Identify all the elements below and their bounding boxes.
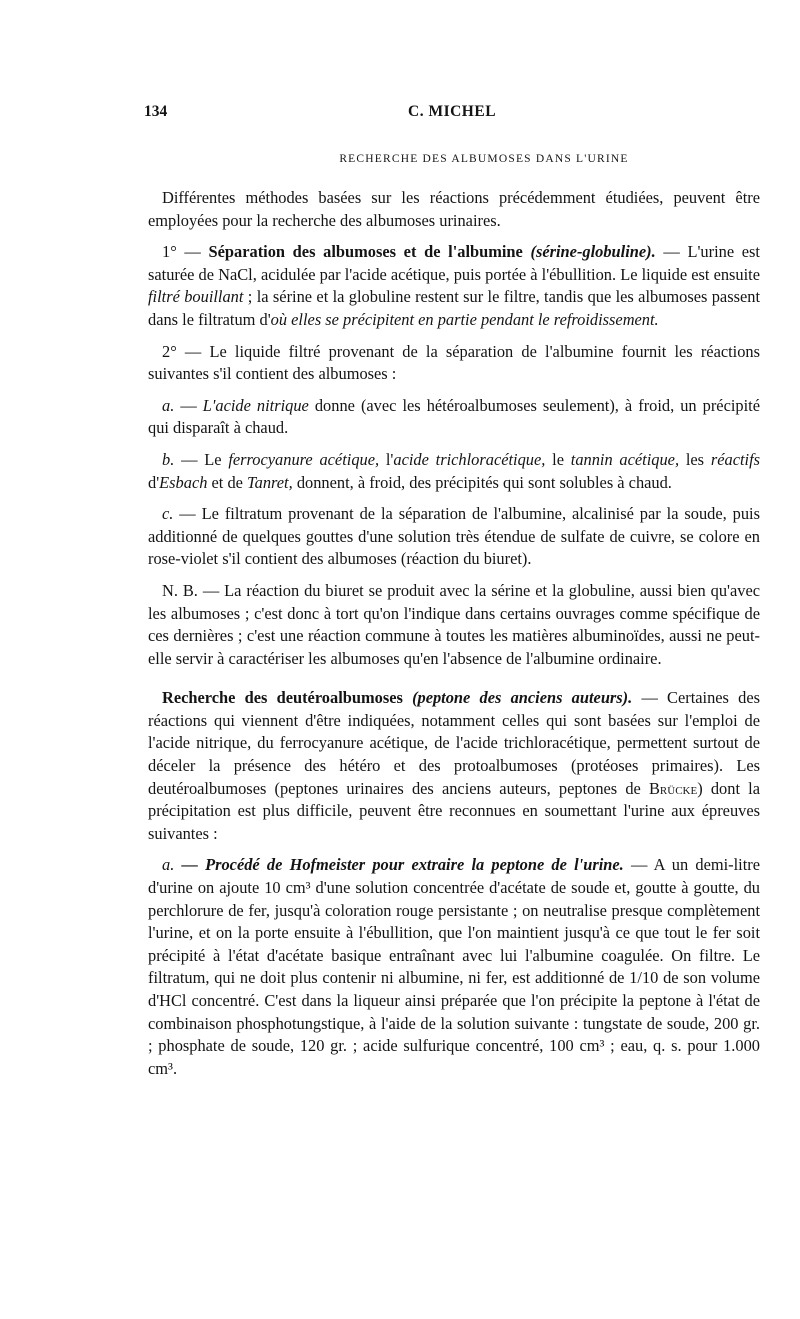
text-run: ; la sérine et la globuline restent sur le filtre, tandis que les albumoses passent dans le filtratum d'	[148, 287, 760, 329]
paragraph-c	[148, 503, 760, 571]
paragraph-b	[148, 449, 760, 494]
paragraph-separation	[148, 241, 760, 331]
text-run: donnent, à froid, des précipités qui sont solubles à chaud.	[292, 472, 672, 492]
item-letter: a.	[162, 395, 175, 415]
paragraph-nota-bene: N. B. — La réaction du biuret se produit avec la sérine et la globuline, aussi bien qu'avec les albumoses ; c'est donc à tort qu'on l'indique dans certains ouvrages comme spécifique de ces dernières ; c'est une réaction commune à toutes les matières albuminoïdes, aussi ne peut-elle servir à caractériser les albumoses qu'en l'absence de l'albumine ordinaire.	[148, 580, 760, 668]
text-run: — A un demi-litre d'urine on ajoute 10 cm³ d'une solution concentrée d'acétate de soude et, goutte à goutte, du perchlorure de fer, jusqu'à coloration rouge persistante ; on neutralise presque complètement l'urine, et on la porte ensuite à l'ébullition, que l'on maintient jusqu'à ce que tout le fer soit précipité à l'état d'acétate basique entraînant avec lui l'albumine coagulée. On filtre. Le filtratum, qui ne doit plus contenir ni albumine, ni fer, est additionné de 1/10 de son volume d'HCl concentré. C'est dans la liqueur ainsi préparée que l'on précipite la peptone à l'état de combinaison phosphotungstique, à l'aide de la solution suivante : tungstate de soude, 200 gr. ; phosphate de soude, 120 gr. ; acide sulfurique concentré, 100 cm³ ; eau, q. s. pour 1.000 cm³.	[148, 855, 761, 1078]
paragraph-heading-paren: (peptone des anciens auteurs).	[412, 688, 633, 708]
page-number: 134	[144, 103, 168, 120]
section-title: RECHERCHE DES ALBUMOSES DANS L'URINE	[339, 153, 629, 165]
italic-run: tannin acétique,	[570, 449, 680, 469]
italic-run: réactifs	[710, 449, 761, 469]
text-run: donne (avec les hétéroalbumoses seulement), à froid, un précipité qui disparaît à chaud.	[148, 395, 760, 438]
paragraph-heading: Recherche des deutéroalbumoses	[162, 688, 403, 708]
small-caps-run: Brücke	[649, 778, 698, 798]
item-letter: a.	[162, 855, 175, 875]
text-run: — L'urine est saturée de NaCl, acidulée par l'acide acétique, puis portée à l'ébullition. Le liquide est ensuite	[148, 242, 760, 284]
paragraph-heading: Séparation des albumoses et de l'albumine	[208, 242, 523, 262]
document-page	[144, 95, 761, 1089]
paragraph-reactions: 2° — Le liquide filtré provenant de la séparation de l'albumine fournit les réactions suivantes s'il contient des albumoses :	[148, 341, 760, 384]
paragraph-intro: Différentes méthodes basées sur les réactions précédemment étudiées, peuvent être employées pour la recherche des albumoses urinaires.	[148, 188, 760, 230]
paragraph-number: 1° —	[162, 242, 201, 262]
text-run: — Le	[174, 449, 229, 469]
paragraph-heading: — Procédé de Hofmeister pour extraire la peptone de l'urine.	[174, 855, 624, 875]
paragraph-heading-paren: (sérine-globuline).	[530, 242, 656, 262]
paragraph-deuteroalbumoses	[148, 687, 760, 845]
italic-run: L'acide nitrique	[202, 395, 309, 415]
item-letter: b.	[162, 449, 175, 469]
page-header	[144, 95, 760, 125]
paragraph-hofmeister	[148, 854, 760, 1080]
text-run: —	[174, 395, 203, 415]
text-run: — Certaines des réactions qui viennent d'être indiquées, notamment celles qui sont basées sur l'emploi de l'acide nitrique, du ferrocyanure acétique, de l'acide trichloracétique, permettent surtout de déceler la présence des hétéro et des protoalbumoses (protéoses primaires). Les deutéroalbumoses (peptones urinaires des anciens auteurs, peptones de	[148, 688, 760, 798]
text-run: le	[545, 449, 571, 469]
text-run: — Le filtratum provenant de la séparation de l'albumine, alcalinisé par la soude, puis additionné de quelques gouttes d'une solution très étendue de sulfate de cuivre, se colore en rose-violet s'il contient des albumoses (réaction du biuret).	[148, 504, 760, 569]
text-run: et de	[207, 472, 248, 492]
running-head: C. MICHEL	[408, 103, 497, 120]
text-run: l'	[379, 449, 394, 469]
paragraph-a	[148, 395, 760, 440]
italic-run: filtré bouillant	[148, 287, 244, 307]
italic-run: Esbach	[159, 472, 208, 492]
item-letter: c.	[162, 504, 174, 524]
text-run: ) dont la précipitation est plus difficile, peuvent être reconnues en soumettant l'urine aux épreuves suivantes :	[148, 778, 761, 843]
spacer	[148, 679, 760, 687]
italic-run: acide trichloracétique,	[393, 449, 546, 469]
italic-run: ferrocyanure acétique,	[228, 449, 380, 469]
text-run: les	[679, 449, 711, 469]
italic-run: où elles se précipitent en partie pendant le refroidissement.	[270, 309, 659, 329]
text-run: d'	[148, 472, 160, 492]
italic-run: Tanret,	[247, 472, 293, 492]
